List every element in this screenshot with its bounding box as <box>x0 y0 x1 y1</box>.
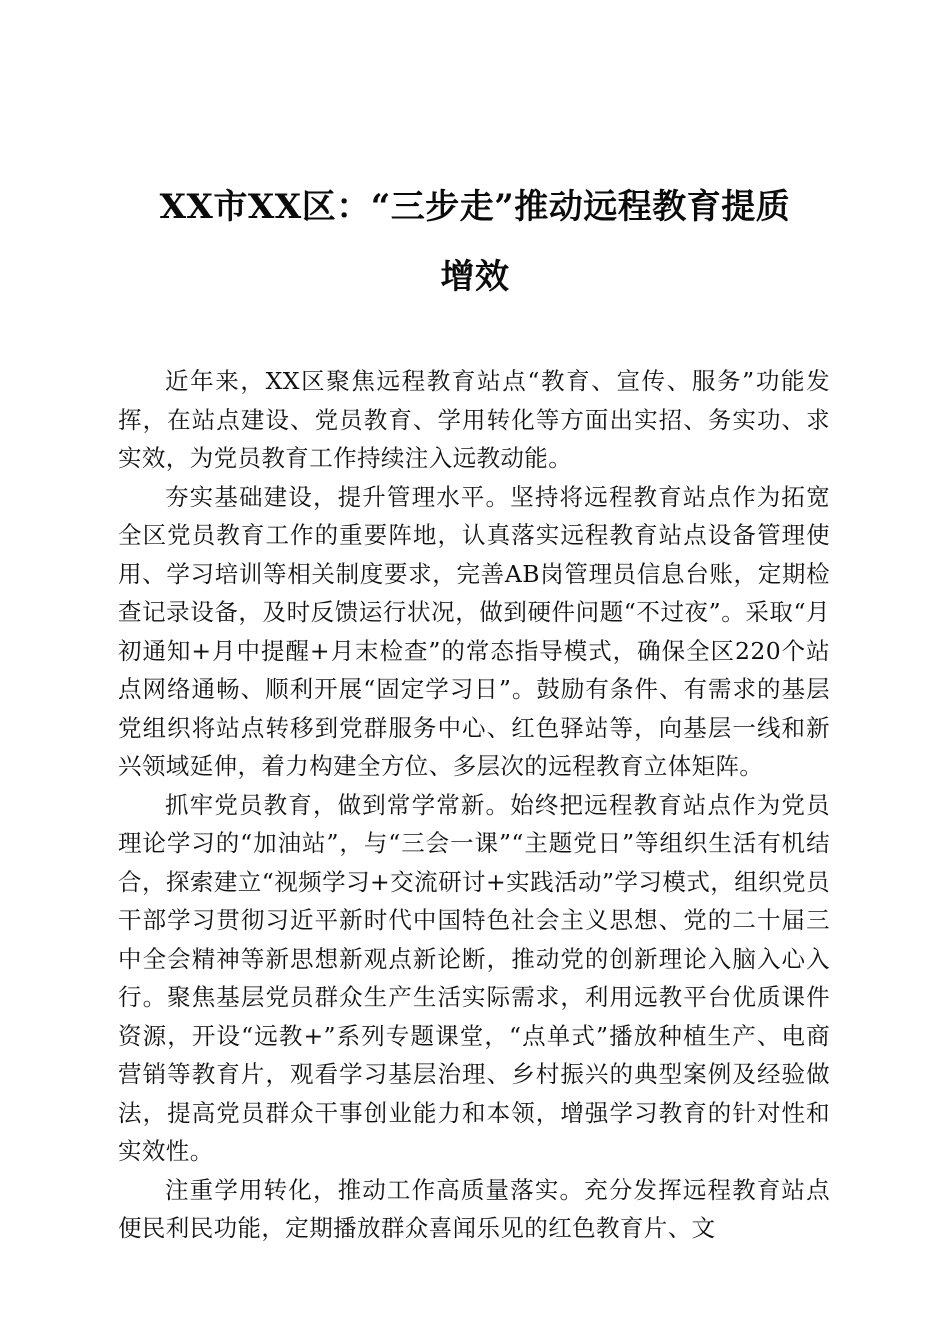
paragraph-intro: 近年来，XX区聚焦远程教育站点“教育、宣传、服务”功能发挥，在站点建设、党员教育、学用转化等方面出实招、务实功、求实效，为党员教育工作持续注入远教动能。 <box>118 367 830 472</box>
title-line-1: XX市XX区：“三步走”推动远程教育提质 <box>159 187 791 227</box>
paragraph-party-education: 抓牢党员教育，做到常学常新。始终把远程教育站点作为党员理论学习的“加油站”，与“三会一课”“主题党日”等组织生活有机结合，探索建立“视频学习+交流研讨+实践活动”学习模式，组织党员干部学习贯彻习近平新时代中国特色社会主义思想、党的二十届三中全会精神等新思想新观点新论断，推动党的创新理论入脑入心入行。聚焦基层党员群众生产生活实际需求，利用远教平台优质课件资源，开设“远教+”系列专题课堂，“点单式”播放种植生产、电商营销等教育片，观看学习基层治理、乡村振兴的典型案例及经验做法，提高党员群众干事创业能力和本领，增强学习教育的针对性和实效性。 <box>118 790 830 1165</box>
document-body <box>118 362 830 1248</box>
paragraph-application: 注重学用转化，推动工作高质量落实。充分发挥远程教育站点便民利民功能，定期播放群众喜闻乐见的红色教育片、文 <box>118 1175 830 1242</box>
title-line-2: 增效 <box>440 257 510 297</box>
document-title <box>118 172 832 312</box>
paragraph-infrastructure: 夯实基础建设，提升管理水平。坚持将远程教育站点作为拓宽全区党员教育工作的重要阵地，认真落实远程教育站点设备管理使用、学习培训等相关制度要求，完善AB岗管理员信息台账，定期检查记录设备，及时反馈运行状况，做到硬件问题“不过夜”。采取“月初通知+月中提醒+月末检查”的常态指导模式，确保全区220个站点网络通畅、顺利开展“固定学习日”。鼓励有条件、有需求的基层党组织将站点转移到党群服务中心、红色驿站等，向基层一线和新兴领域延伸，着力构建全方位、多层次的远程教育立体矩阵。 <box>118 482 830 780</box>
